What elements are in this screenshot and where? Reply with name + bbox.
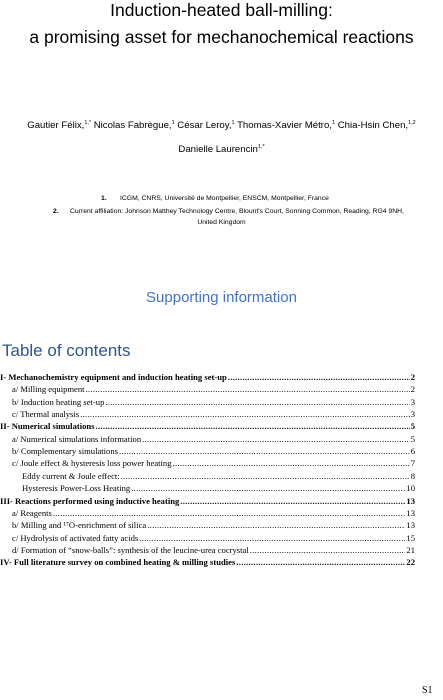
toc-entry[interactable]: [12, 533, 415, 543]
toc-entry[interactable]: [12, 409, 415, 419]
toc-entry-page: 8: [410, 470, 415, 481]
toc-entry[interactable]: [12, 384, 415, 394]
toc-leader-dots: [119, 446, 410, 456]
affiliation-1-text: ICGM, CNRS, Université de Montpellier, ENSCM, Montpellier, France: [120, 195, 329, 202]
toc-entry-page: 21: [406, 544, 415, 555]
toc-leader-dots: [228, 372, 410, 382]
toc-entry-page: 13: [406, 507, 415, 518]
toc-entry-page: 6: [410, 446, 415, 457]
toc-entry-title: c/ Joule effect & hysteresis loss power heating: [12, 458, 172, 469]
toc-entry-title: b/ Induction heating set-up: [12, 396, 105, 407]
toc-entry[interactable]: [12, 520, 415, 530]
affiliation-2-continued: United Kingdom: [197, 219, 246, 226]
affiliation-1-number: 1.: [101, 195, 107, 202]
supporting-information-heading: Supporting information: [146, 289, 297, 306]
toc-entry[interactable]: [0, 372, 415, 382]
toc-leader-dots: [139, 533, 405, 543]
author-affiliation-marker: 1: [171, 119, 175, 126]
affiliation-2-text: Current affiliation: Johnson Matthey Technology Centre, Blount's Court, Sonning Common, Reading, RG4 9NH,: [70, 208, 404, 215]
toc-leader-dots: [80, 409, 410, 419]
toc-leader-dots: [173, 458, 410, 468]
toc-entry[interactable]: [12, 446, 415, 456]
toc-entry-title: c/ Thermal analysis: [12, 409, 80, 420]
author-name: Gautier Félix,: [27, 120, 85, 131]
toc-leader-dots: [236, 557, 405, 567]
title-line-2: a promising asset for mechanochemical reactions: [29, 27, 414, 47]
toc-entry-page: 15: [406, 532, 415, 543]
toc-entry[interactable]: [12, 397, 415, 407]
toc-leader-dots: [142, 434, 410, 444]
table-of-contents: [0, 372, 443, 602]
author-affiliation-marker: 1,2: [408, 119, 416, 126]
toc-entry-page: 2: [410, 384, 415, 395]
author-affiliation-marker: 1,*: [84, 119, 92, 126]
author-name: Nicolas Fabrègue,: [91, 120, 172, 131]
author-name: César Leroy,: [174, 120, 232, 131]
toc-leader-dots: [131, 483, 405, 493]
toc-leader-dots: [180, 496, 405, 506]
authors-line-2: [0, 144, 443, 155]
toc-entry-page: 22: [406, 557, 415, 568]
toc-entry-title: Hysteresis Power-Loss Heating: [22, 483, 131, 494]
toc-entry[interactable]: [12, 458, 415, 468]
affiliation-2-number: 2.: [53, 208, 59, 215]
toc-entry-title: a/ Numerical simulations information: [12, 433, 142, 444]
toc-entry-title: b/ Milling and ¹⁷O-enrichment of silica: [12, 520, 147, 531]
author-affiliation-marker: 1,*: [257, 143, 265, 150]
toc-leader-dots: [53, 508, 406, 518]
toc-entry[interactable]: [22, 483, 415, 493]
toc-entry-page: 7: [410, 458, 415, 469]
author-name: Danielle Laurencin: [178, 144, 258, 155]
toc-entry-page: 5: [410, 433, 415, 444]
toc-entry-title: c/ Hydrolysis of activated fatty acids: [12, 532, 139, 543]
author-affiliation-marker: 1: [231, 119, 235, 126]
title-line-1: Induction-heated ball-milling:: [110, 0, 333, 20]
toc-leader-dots: [105, 397, 409, 407]
toc-entry-title: II- Numerical simulations: [0, 421, 95, 432]
author-name: Chia-Hsin Chen,: [335, 120, 409, 131]
toc-entry-page: 2: [410, 372, 415, 382]
toc-entry-title: III- Reactions performed using inductive heating: [0, 495, 180, 506]
toc-entry[interactable]: [0, 557, 415, 567]
author-affiliation-marker: 1: [331, 119, 336, 126]
toc-entry-title: a/ Milling equipment: [12, 384, 85, 395]
toc-entry[interactable]: [22, 471, 415, 481]
author-name: Thomas-Xavier Métro,: [234, 120, 332, 131]
toc-leader-dots: [250, 545, 406, 555]
toc-leader-dots: [147, 520, 405, 530]
toc-entry-title: d/ Formation of “snow-balls”: synthesis of the leucine-urea cocrystal: [12, 544, 249, 555]
toc-entry[interactable]: [12, 545, 415, 555]
toc-entry-title: b/ Complementary simulations: [12, 446, 118, 457]
toc-entry-page: 5: [410, 421, 415, 432]
toc-entry-page: 3: [410, 396, 415, 407]
toc-leader-dots: [121, 471, 410, 481]
toc-entry-page: 13: [406, 495, 415, 506]
toc-leader-dots: [86, 384, 410, 394]
toc-entry-title: I- Mechanochemistry equipment and induction heating set-up: [0, 372, 227, 382]
toc-entry[interactable]: [0, 421, 415, 431]
toc-leader-dots: [96, 421, 410, 431]
authors-line-1: [0, 120, 443, 131]
toc-entry-page: 13: [406, 520, 415, 531]
toc-entry[interactable]: [0, 496, 415, 506]
toc-entry[interactable]: [12, 508, 415, 518]
toc-entry-title: a/ Reagents: [12, 507, 52, 518]
toc-heading: Table of contents: [2, 341, 131, 360]
toc-entry-page: 3: [410, 409, 415, 420]
toc-entry-title: Eddy current & Joule effect:: [22, 470, 120, 481]
toc-entry-title: IV- Full literature survey on combined heating & milling studies: [0, 557, 236, 568]
page-number: S1: [422, 685, 433, 696]
toc-entry[interactable]: [12, 434, 415, 444]
toc-entry-page: 10: [406, 483, 415, 494]
